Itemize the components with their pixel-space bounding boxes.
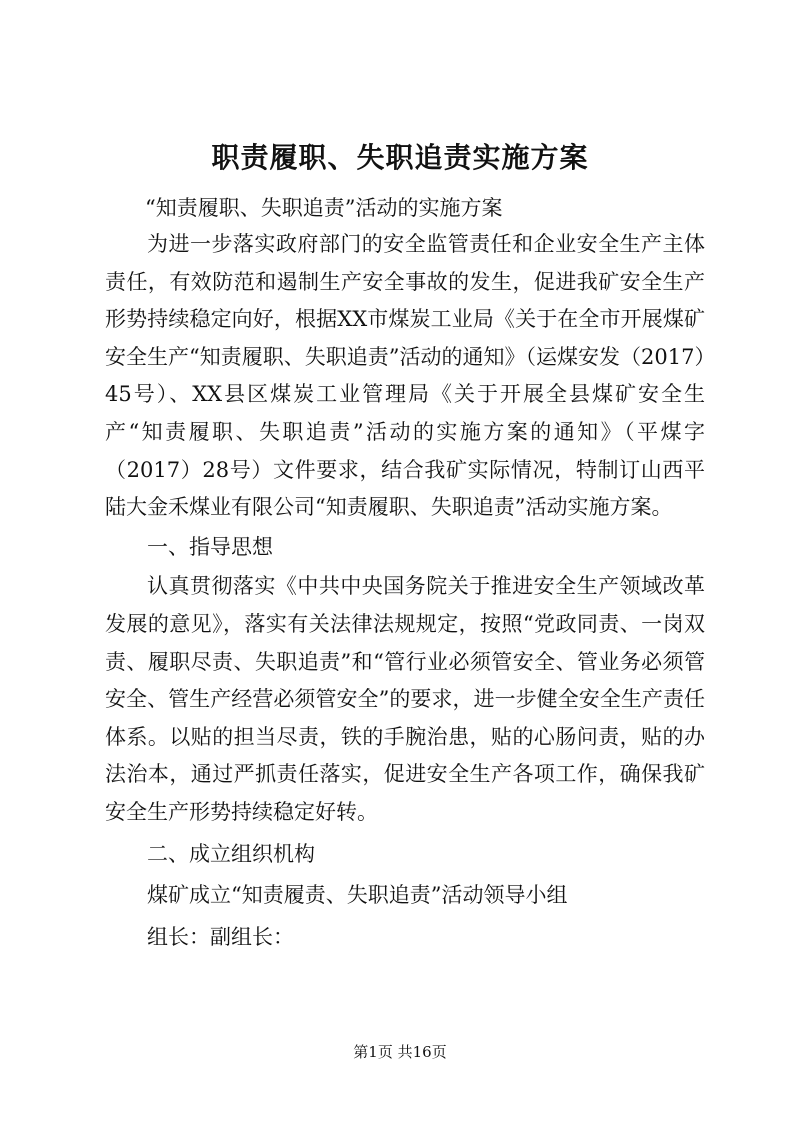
page-number-footer: 第1页 共16页 — [353, 1043, 447, 1061]
section-heading-organization: 二、成立组织机构 — [147, 841, 315, 866]
document-subtitle: “知责履职、失职追责”活动的实施方案 — [145, 196, 503, 220]
guiding-ideology-paragraph: 认真贯彻落实《中共中央国务院关于推进安全生产领域改革发展的意见》，落实有关法律法规规定，按照“党政同责、一岗双责、履职尽责、失职追责”和“管行业必须管安全、管业务必须管安全、管生产经营必须管安全”的要求，进一步健全安全生产责任体系。以贴的担当尽责，铁的手腕治患，贴的心肠问责，贴的办法治本，通过严抓责任落实，促进安全生产各项工作，确保我矿安全生产形势持续稳定好转。 — [105, 574, 705, 824]
organization-leaders-line: 组长：副组长： — [147, 924, 294, 949]
intro-paragraph: 为进一步落实政府部门的安全监管责任和企业安全生产主体责任，有效防范和遏制生产安全事故的发生，促进我矿安全生产形势持续稳定向好，根据XX市煤炭工业局《关于在全市开展煤矿安全生产“知责履职、失职追责”活动的通知》（运煤安发（2017）45号）、XX县区煤炭工业管理局《关于开展全县煤矿安全生产“知责履职、失职追责”活动的实施方案的通知》（平煤字（2017）28号）文件要求，结合我矿实际情况，特制订山西平陆大金禾煤业有限公司“知责履职、失职追责”活动实施方案。 — [105, 232, 705, 520]
section-heading-guiding-ideology: 一、指导思想 — [147, 534, 273, 559]
organization-leading-group-line: 煤矿成立“知责履责、失职追责”活动领导小组 — [147, 883, 568, 908]
document-title: 职责履职、失职追责实施方案 — [211, 141, 589, 174]
document-body — [105, 226, 705, 958]
